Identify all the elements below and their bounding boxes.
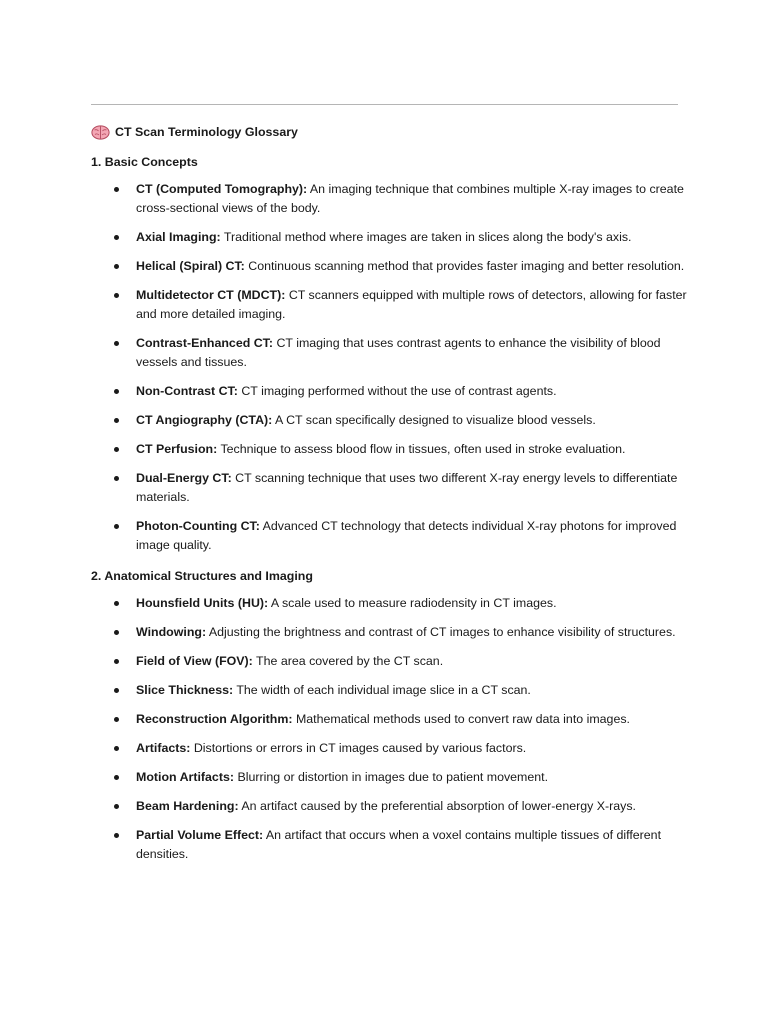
- section-basic-concepts: [91, 151, 691, 555]
- bullet-icon: [114, 717, 119, 722]
- term-definition: A scale used to measure radiodensity in CT images.: [270, 596, 557, 610]
- bullet-icon: [114, 630, 119, 635]
- term-label: Hounsfield Units (HU):: [136, 596, 269, 610]
- term-label: Helical (Spiral) CT:: [136, 259, 245, 273]
- term-definition: CT imaging performed without the use of contrast agents.: [241, 384, 557, 398]
- list-item: [91, 382, 691, 401]
- list-item: [91, 411, 691, 430]
- bullet-icon: [114, 341, 119, 346]
- bullet-icon: [114, 264, 119, 269]
- glossary-content: [91, 121, 691, 874]
- bullet-icon: [114, 659, 119, 664]
- section-anatomical-structures: [91, 565, 691, 864]
- term-label: Motion Artifacts:: [136, 770, 234, 784]
- term-definition: An imaging technique that combines multiple X-ray images to create cross-sectional views of the body.: [136, 182, 684, 215]
- list-item: [91, 180, 691, 218]
- term-list: [91, 594, 691, 864]
- term-definition: The width of each individual image slice in a CT scan.: [236, 683, 531, 697]
- term-label: Artifacts:: [136, 741, 191, 755]
- bullet-icon: [114, 389, 119, 394]
- term-label: Reconstruction Algorithm:: [136, 712, 293, 726]
- term-definition: A CT scan specifically designed to visualize blood vessels.: [275, 413, 596, 427]
- bullet-icon: [114, 688, 119, 693]
- bullet-icon: [114, 447, 119, 452]
- term-definition: CT imaging that uses contrast agents to enhance the visibility of blood vessels and tissues.: [136, 336, 661, 369]
- list-item: [91, 517, 691, 555]
- bullet-icon: [114, 601, 119, 606]
- term-definition: CT scanning technique that uses two different X-ray energy levels to differentiate materials.: [136, 471, 678, 504]
- term-label: Axial Imaging:: [136, 230, 221, 244]
- term-definition: Blurring or distortion in images due to patient movement.: [237, 770, 549, 784]
- list-item: [91, 286, 691, 324]
- brain-icon: [91, 125, 110, 140]
- bullet-icon: [114, 775, 119, 780]
- term-definition: Advanced CT technology that detects individual X-ray photons for improved image quality.: [136, 519, 677, 552]
- list-item: [91, 623, 691, 642]
- term-label: Photon-Counting CT:: [136, 519, 260, 533]
- term-definition: Distortions or errors in CT images caused by various factors.: [193, 741, 527, 755]
- list-item: [91, 681, 691, 700]
- horizontal-rule: [91, 104, 678, 105]
- list-item: [91, 257, 691, 276]
- term-definition: Continuous scanning method that provides faster imaging and better resolution.: [248, 259, 685, 273]
- bullet-icon: [114, 235, 119, 240]
- bullet-icon: [114, 293, 119, 298]
- term-label: CT (Computed Tomography):: [136, 182, 308, 196]
- term-label: Dual-Energy CT:: [136, 471, 232, 485]
- term-definition: Technique to assess blood flow in tissues, often used in stroke evaluation.: [220, 442, 626, 456]
- term-label: Windowing:: [136, 625, 207, 639]
- term-definition: Adjusting the brightness and contrast of CT images to enhance visibility of structures.: [208, 625, 676, 639]
- list-item: [91, 739, 691, 758]
- list-item: [91, 469, 691, 507]
- term-list: [91, 180, 691, 555]
- term-definition: Mathematical methods used to convert raw data into images.: [295, 712, 630, 726]
- section-heading: 1. Basic Concepts: [91, 155, 198, 169]
- term-definition: Traditional method where images are taken in slices along the body's axis.: [223, 230, 632, 244]
- list-item: [91, 652, 691, 671]
- list-item: [91, 710, 691, 729]
- bullet-icon: [114, 476, 119, 481]
- section-heading: 2. Anatomical Structures and Imaging: [91, 569, 313, 583]
- list-item: [91, 797, 691, 816]
- term-definition: An artifact caused by the preferential absorption of lower-energy X-rays.: [241, 799, 636, 813]
- bullet-icon: [114, 418, 119, 423]
- term-label: Multidetector CT (MDCT):: [136, 288, 286, 302]
- term-label: Non-Contrast CT:: [136, 384, 238, 398]
- term-label: Beam Hardening:: [136, 799, 239, 813]
- bullet-icon: [114, 833, 119, 838]
- bullet-icon: [114, 524, 119, 529]
- list-item: [91, 334, 691, 372]
- document-title-text: CT Scan Terminology Glossary: [115, 124, 298, 139]
- document-title: [91, 121, 691, 143]
- list-item: [91, 594, 691, 613]
- list-item: [91, 440, 691, 459]
- term-label: CT Perfusion:: [136, 442, 218, 456]
- bullet-icon: [114, 187, 119, 192]
- list-item: [91, 228, 691, 247]
- term-label: Field of View (FOV):: [136, 654, 253, 668]
- term-definition: The area covered by the CT scan.: [256, 654, 444, 668]
- term-label: Partial Volume Effect:: [136, 828, 264, 842]
- list-item: [91, 768, 691, 787]
- term-label: Contrast-Enhanced CT:: [136, 336, 273, 350]
- bullet-icon: [114, 804, 119, 809]
- term-label: CT Angiography (CTA):: [136, 413, 273, 427]
- bullet-icon: [114, 746, 119, 751]
- term-label: Slice Thickness:: [136, 683, 234, 697]
- list-item: [91, 826, 691, 864]
- term-definition: An artifact that occurs when a voxel contains multiple tissues of different densities.: [136, 828, 662, 861]
- term-definition: CT scanners equipped with multiple rows of detectors, allowing for faster and more detailed imaging.: [136, 288, 687, 321]
